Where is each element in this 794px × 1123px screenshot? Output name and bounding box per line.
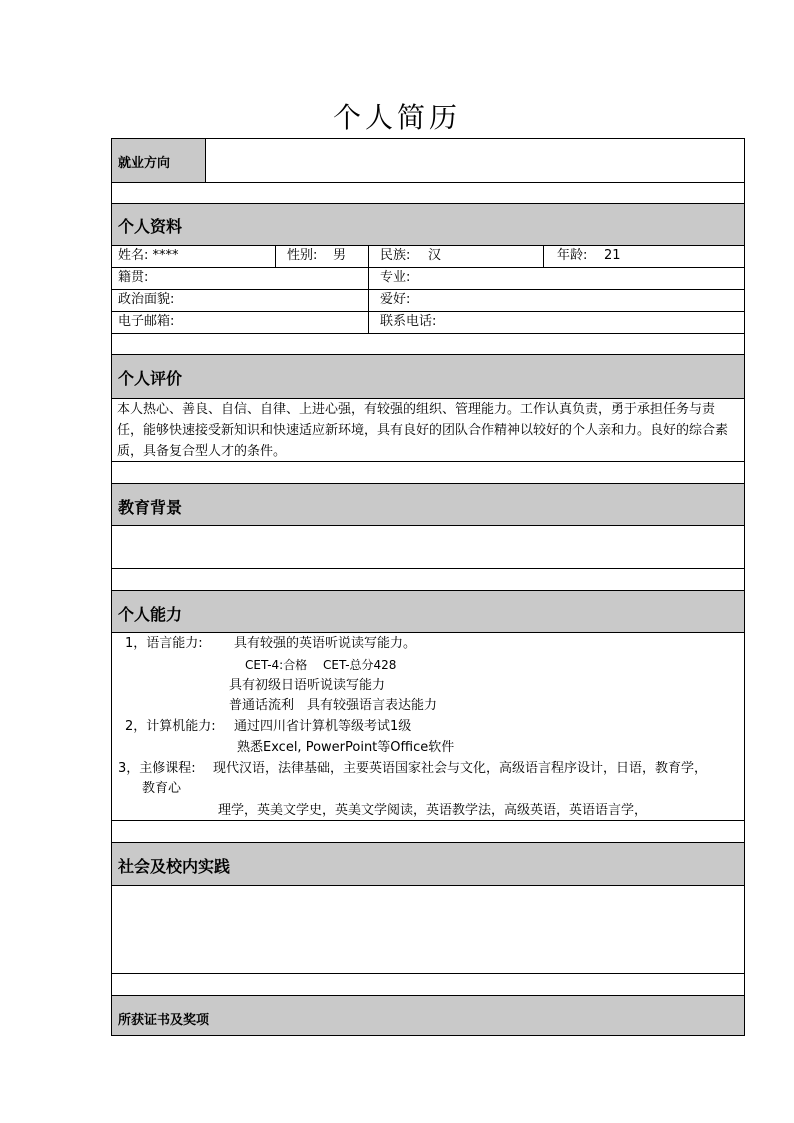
- evaluation-header-bg: [112, 355, 744, 398]
- language-skill-line: CET-4:合格 CET-总分428: [245, 658, 397, 672]
- career-label: 就业方向: [118, 156, 171, 171]
- evaluation-text: 本人热心、善良、自信、自律、上进心强，有较强的组织、管理能力。工作认真负责，勇于承担任务与责任，能够快速接受新知识和快速适应新环境，具有良好的团队合作精神以较好的个人亲和力。良好的综合素质，具备复合型人才的条件。: [117, 402, 729, 459]
- political-field: 政治面貌:: [118, 292, 175, 307]
- practice-header: 社会及校内实践: [118, 857, 231, 876]
- awards-header: 所获证书及奖项: [118, 1013, 210, 1028]
- ethnicity-label: 民族:: [380, 248, 411, 263]
- major-field: 专业:: [380, 270, 411, 285]
- language-skill-line: 具有较强的英语听说读写能力。: [234, 636, 417, 651]
- phone-field: 联系电话:: [380, 314, 437, 329]
- age-label: 年龄:: [557, 248, 588, 263]
- education-header-bg: [112, 484, 744, 525]
- age-value: 21: [604, 248, 621, 263]
- profile-header: 个人资料: [118, 217, 183, 236]
- computer-skill-line: 通过四川省计算机等级考试1级: [234, 719, 412, 734]
- courses-line: 教育心: [142, 781, 182, 796]
- email-field: 电子邮箱:: [118, 314, 175, 329]
- name-field: 姓名: ****: [118, 248, 179, 263]
- gender-label: 性别:: [287, 248, 318, 263]
- language-skill-line: 普通话流利 具有较强语言表达能力: [229, 698, 438, 713]
- skills-header-bg: [112, 591, 744, 632]
- resume-table: [111, 138, 745, 1036]
- education-header: 教育背景: [118, 498, 183, 517]
- hometown-field: 籍贯:: [118, 270, 149, 285]
- profile-header-bg: [112, 204, 744, 245]
- evaluation-header: 个人评价: [118, 369, 183, 388]
- ethnicity-value: 汉: [428, 248, 442, 263]
- courses-line: 现代汉语，法律基础，主要英语国家社会与文化，高级语言程序设计，日语，教育学，: [213, 761, 708, 776]
- hobby-field: 爱好:: [380, 292, 411, 307]
- courses-label: 3，主修课程:: [118, 761, 196, 776]
- language-skill-label: 1，语言能力:: [125, 636, 203, 651]
- courses-line: 理学，英美文学史，英美文学阅读，英语教学法，高级英语，英语语言学，: [218, 803, 648, 818]
- gender-value: 男: [333, 248, 347, 263]
- page-title: 个人简历: [332, 101, 461, 134]
- language-skill-line: 具有初级日语听说读写能力: [229, 678, 386, 693]
- computer-skill-line: 熟悉Excel, PowerPoint等Office软件: [237, 740, 455, 755]
- computer-skill-label: 2，计算机能力:: [125, 719, 216, 734]
- skills-header: 个人能力: [118, 605, 183, 624]
